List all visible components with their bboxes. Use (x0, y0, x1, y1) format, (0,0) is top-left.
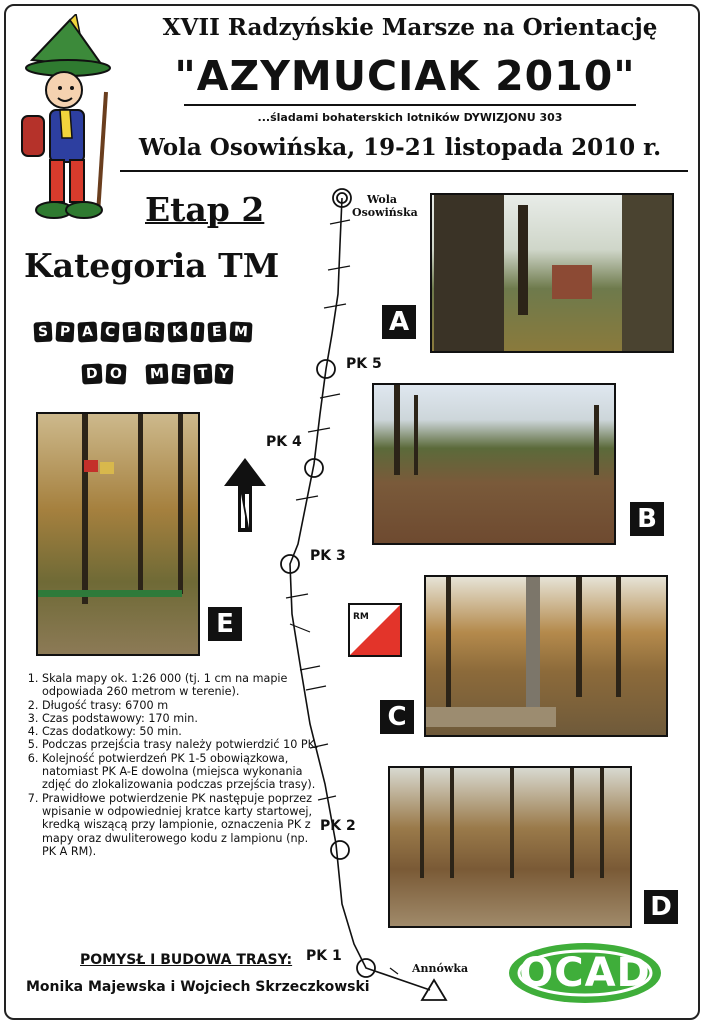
ocad-logo-text: OCAD (519, 950, 651, 996)
route-line (290, 198, 430, 990)
event-title: XVII Radzyńskie Marsze na Orientację (162, 14, 658, 41)
map-start-label: Wola Osowińska (352, 193, 418, 219)
pk4-label: PK 4 (266, 434, 302, 450)
photo-label-b: B (630, 502, 664, 536)
photo-e (36, 412, 200, 656)
photo-label-a: A (382, 305, 416, 339)
slogan-letter: A (78, 322, 98, 343)
place-and-date: Wola Osowińska, 19-21 listopada 2010 r. (138, 134, 662, 161)
rule-item: 1. Skala mapy ok. 1:26 000 (tj. 1 cm na mapie odpowiada 260 metrom w terenie). (42, 672, 322, 699)
title-underline (184, 104, 636, 106)
control-flag-code: RM (353, 612, 369, 622)
slogan-letter: E (123, 322, 142, 343)
slogan-letter: S (33, 322, 52, 343)
photo-label-e: E (208, 607, 242, 641)
credits-names: Monika Majewska i Wojciech Skrzeczkowski (26, 979, 370, 995)
map-end-label: Annówka (412, 962, 469, 975)
route-map (270, 184, 460, 1014)
rule-item: 2. Długość trasy: 6700 m (42, 699, 322, 712)
rule-item: 6. Kolejność potwierdzeń PK 1-5 obowiązkowa, natomiast PK A-E dowolna (miejsca wykonania zdjęć do zlokalizowania podczas przejścia trasy). (42, 752, 322, 792)
slogan-letter: Y (215, 364, 234, 385)
stage-title: Etap 2 (145, 190, 265, 229)
rule-item: 5. Podczas przejścia trasy należy potwierdzić 10 PK. (42, 738, 322, 751)
slogan-line-3 (146, 364, 233, 384)
ocad-logo (506, 940, 664, 1006)
photo-label-d: D (644, 890, 678, 924)
rule-item: 3. Czas podstawowy: 170 min. (42, 712, 322, 725)
slogan-letter: O (105, 363, 126, 384)
main-title: "AZYMUCIAK 2010" (174, 52, 636, 100)
slogan-letter: R (145, 322, 165, 343)
rule-item: 4. Czas dodatkowy: 50 min. (42, 725, 322, 738)
slogan-letter: E (207, 322, 226, 343)
slogan-letter: P (56, 322, 75, 343)
rule-item: 7. Prawidłowe potwierdzenie PK następuje poprzez wpisanie w odpowiedniej kratce karty startowej, kredką wiszącą przy lampionie, oznaczenia PK z mapy oraz dwuliterowego kodu z lampionu (np. PK A RM). (42, 792, 322, 858)
subtitle: ...śladami bohaterskich lotników DYWIZJONU 303 (257, 111, 563, 124)
slogan-letter: M (145, 363, 168, 384)
photo-label-c: C (380, 700, 414, 734)
slogan-letter: K (167, 322, 187, 343)
category-title: Kategoria TM (24, 246, 280, 285)
slogan-line-2 (82, 364, 126, 384)
header-divider (120, 170, 688, 172)
slogan-letter: D (81, 364, 102, 385)
mascot-illustration (14, 14, 124, 226)
photo-a (430, 193, 674, 353)
pk5-label: PK 5 (346, 356, 382, 372)
pk3-label: PK 3 (310, 548, 346, 564)
slogan-letter: T (193, 364, 212, 385)
slogan-letter: C (101, 322, 120, 343)
checkpoint-pk2 (331, 841, 349, 859)
credits-title: POMYSŁ I BUDOWA TRASY: (80, 952, 293, 968)
slogan-line-1 (34, 322, 251, 342)
slogan-letter: M (229, 321, 252, 342)
rules-list (26, 672, 322, 858)
slogan-letter: I (190, 322, 204, 343)
pk1-label: PK 1 (306, 948, 342, 964)
finish-triangle (422, 980, 446, 1000)
photo-c (424, 575, 668, 737)
north-arrow-icon (222, 458, 268, 532)
pk2-label: PK 2 (320, 818, 356, 834)
slogan-letter: E (171, 364, 190, 385)
